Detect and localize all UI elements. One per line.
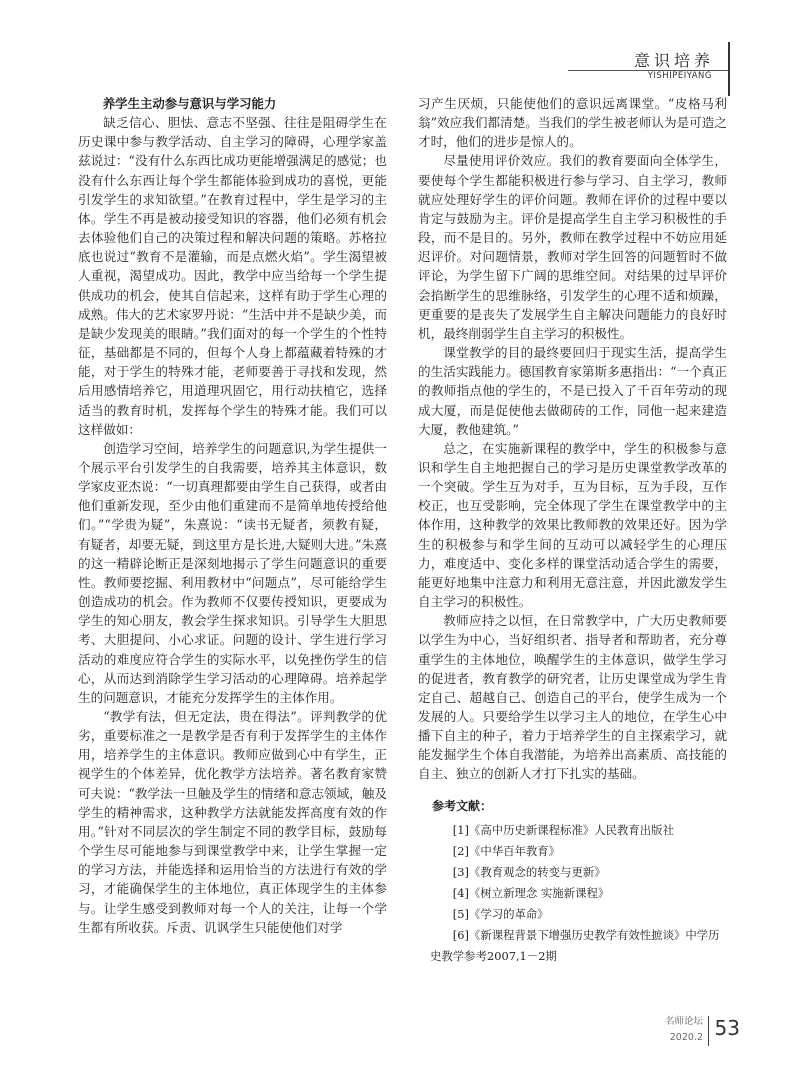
section-title: 养学生主动参与意识与学习能力 <box>102 96 277 111</box>
footer-divider <box>708 1016 709 1046</box>
header-vertical-bar <box>728 42 730 96</box>
issue-date: 2020.2 <box>669 1032 703 1043</box>
running-header <box>568 42 736 96</box>
references-title: 参考文献： <box>432 798 493 813</box>
reference-item: [6]《新课程背景下增强历史教学有效性摭谈》中学历史教学参考2007,1－2期 <box>430 927 720 963</box>
reference-item: [4]《树立新理念 实施新课程》 <box>452 885 610 900</box>
reference-item: [2]《中华百年教育》 <box>452 843 561 858</box>
paragraph-continued: 习产生厌烦，只能使他们的意识远离课堂。“皮格马利翁”效应我们都清楚。当我们的学生被老师认为是可造之才时，他们的进步是惊人的。 <box>418 96 727 150</box>
paragraph: 尽量使用评价效应。我们的教育要面向全体学生，要使每个学生都能积极进行参与学习、自主学习，教师就应处理好学生的评价问题。教师在评价的过程中要以肯定与鼓励为主。评价是提高学生自主学习积极性的手段，而不是目的。另外，教师在教学过程中不妨应用延迟评价。对问题情景，教师对学生回答的问题暂时不做评论，为学生留下广阔的思维空间。对结果的过早评价会掐断学生的思维脉络，引发学生的心理不适和烦躁，更重要的是丧失了发展学生自主解决问题能力的良好时机，最终削弱学生自主学习的积极性。 <box>418 153 727 341</box>
footer-info <box>665 1014 703 1046</box>
paragraph: 教师应持之以恒，在日常教学中，广大历史教师要以学生为中心，当好组织者、指导者和帮助者，充分尊重学生的主体地位，唤醒学生的主体意识，做学生学习的促进者，教育教学的研究者，让历史课堂成为学生肯定自己、超越自己、创造自己的平台，使学生成为一个发展的人。只要给学生以学习主人的地位，在学生心中播下自主的种子，着力于培养学生的自主探索学习，就能发掘学生个体自我潜能，为培养出高素质、高技能的自主、独立的创新人才打下扎实的基础。 <box>418 613 727 782</box>
header-subtitle: YISHIPEIYANG <box>647 71 712 81</box>
reference-item: [5]《学习的革命》 <box>452 906 549 921</box>
paragraph: 总之，在实施新课程的教学中，学生的积极参与意识和学生自主地把握自己的学习是历史课堂教学改革的一个突破。学生互为对手，互为目标，互为手段，互作校正，也互受影响，完全体现了学生在课堂教学中的主体作用，这种教学的效果比教师教的效果还好。因为学生的积极参与和学生间的互动可以减轻学生的心理压力，难度适中、变化多样的课堂活动适合学生的需要，能更好地集中注意力和利用无意注意，并因此激发学生自主学习的积极性。 <box>418 440 727 610</box>
left-column <box>78 94 387 937</box>
reference-item: [1]《高中历史新课程标准》人民教育出版社 <box>452 822 674 837</box>
paragraph: 课堂教学的目的最终要回归于现实生活，提高学生的生活实践能力。德国教育家第斯多惠指出：“一个真正的教师指点他的学生的，不是已投入了千百年劳动的现成大厦，而是促使他去做砌砖的工作，同他一起来建造大厦，教他建筑。” <box>418 345 727 437</box>
journal-name: 名师论坛 <box>664 1016 703 1027</box>
paragraph: “教学有法，但无定法，贵在得法”。评判教学的优劣，重要标准之一是教学是否有利于发挥学生的主体作用，培养学生的主体意识。教师应做到心中有学生，正视学生的个体差异，优化教学方法培养。著名教育家赞可夫说：“教学法一旦触及学生的情绪和意志领域，触及学生的精神需求，这种教学方法就能发挥高度有效的作用。”针对不同层次的学生制定不同的教学目标，鼓励每个学生尽可能地参与到课堂教学中来，让学生掌握一定的学习方法，并能选择和运用恰当的方法进行有效的学习，才能确保学生的主体地位，真正体现学生的主体参与。让学生感受到教师对每一个人的关注，让每一个学生都有所收获。斥责、讥讽学生只能使他们对学 <box>78 709 387 935</box>
page-footer <box>640 1014 750 1054</box>
page-number: 53 <box>714 1016 740 1040</box>
paragraph: 缺乏信心、胆怯、意志不坚强、往往是阻碍学生在历史课中参与教学活动、自主学习的障碍，心理学家盖兹说过：“没有什么东西比成功更能增强满足的感觉；也没有什么东西让每个学生都能体验到成功的喜悦，更能引发学生的求知欲望。”在教育过程中，学生是学习的主体。学生不再是被动接受知识的容器，他们必须有机会去体验他们自己的决策过程和解决问题的策略。苏格拉底也说过“教育不是灌输，而是点燃火焰”。学生渴望被人重视，渴望成功。因此，教学中应当给每一个学生提供成功的机会，使其自信起来，这样有助于学生心理的成熟。伟大的艺术家罗丹说：“生活中并不是缺少美，而是缺少发现美的眼睛。”我们面对的每一个学生的个性特征，基础都是不同的，但每个人身上都蕴藏着特殊的才能，对于学生的特殊才能，老师要善于寻找和发现，然后用感情培养它，用道理巩固它，用行动扶植它，选择适当的教育时机，发挥每个学生的特殊才能。我们可以这样做如： <box>78 115 387 437</box>
right-column <box>418 94 727 967</box>
header-title: 意识培养 <box>633 51 714 70</box>
reference-item: [3]《教育观念的转变与更新》 <box>452 864 606 879</box>
paragraph: 创造学习空间，培养学生的问题意识,为学生提供一个展示平台引发学生的自我需要，培养其主体意识，数学家皮亚杰说：“一切真理都要由学生自己获得，或者由他们重新发现，至少由他们重建而不是简单地传授给他们。”“学贵为疑”，朱熹说：“读书无疑者，须教有疑，有疑者，却要无疑，到这里方是长进,大疑则大进。”朱熹的这一精辟论断正是深刻地揭示了学生问题意识的重要性。教师要挖掘、利用教材中“问题点”，尽可能给学生创造成功的机会。作为教师不仅要传授知识，更要成为学生的知心朋友，教会学生探求知识。引导学生大胆思考、大胆提问、小心求证。问题的设计、学生进行学习活动的难度应符合学生的实际水平，以免挫伤学生的信心，从而达到消除学生学习活动的心理障碍。培养起学生的问题意识，才能充分发挥学生的主体作用。 <box>78 440 387 705</box>
